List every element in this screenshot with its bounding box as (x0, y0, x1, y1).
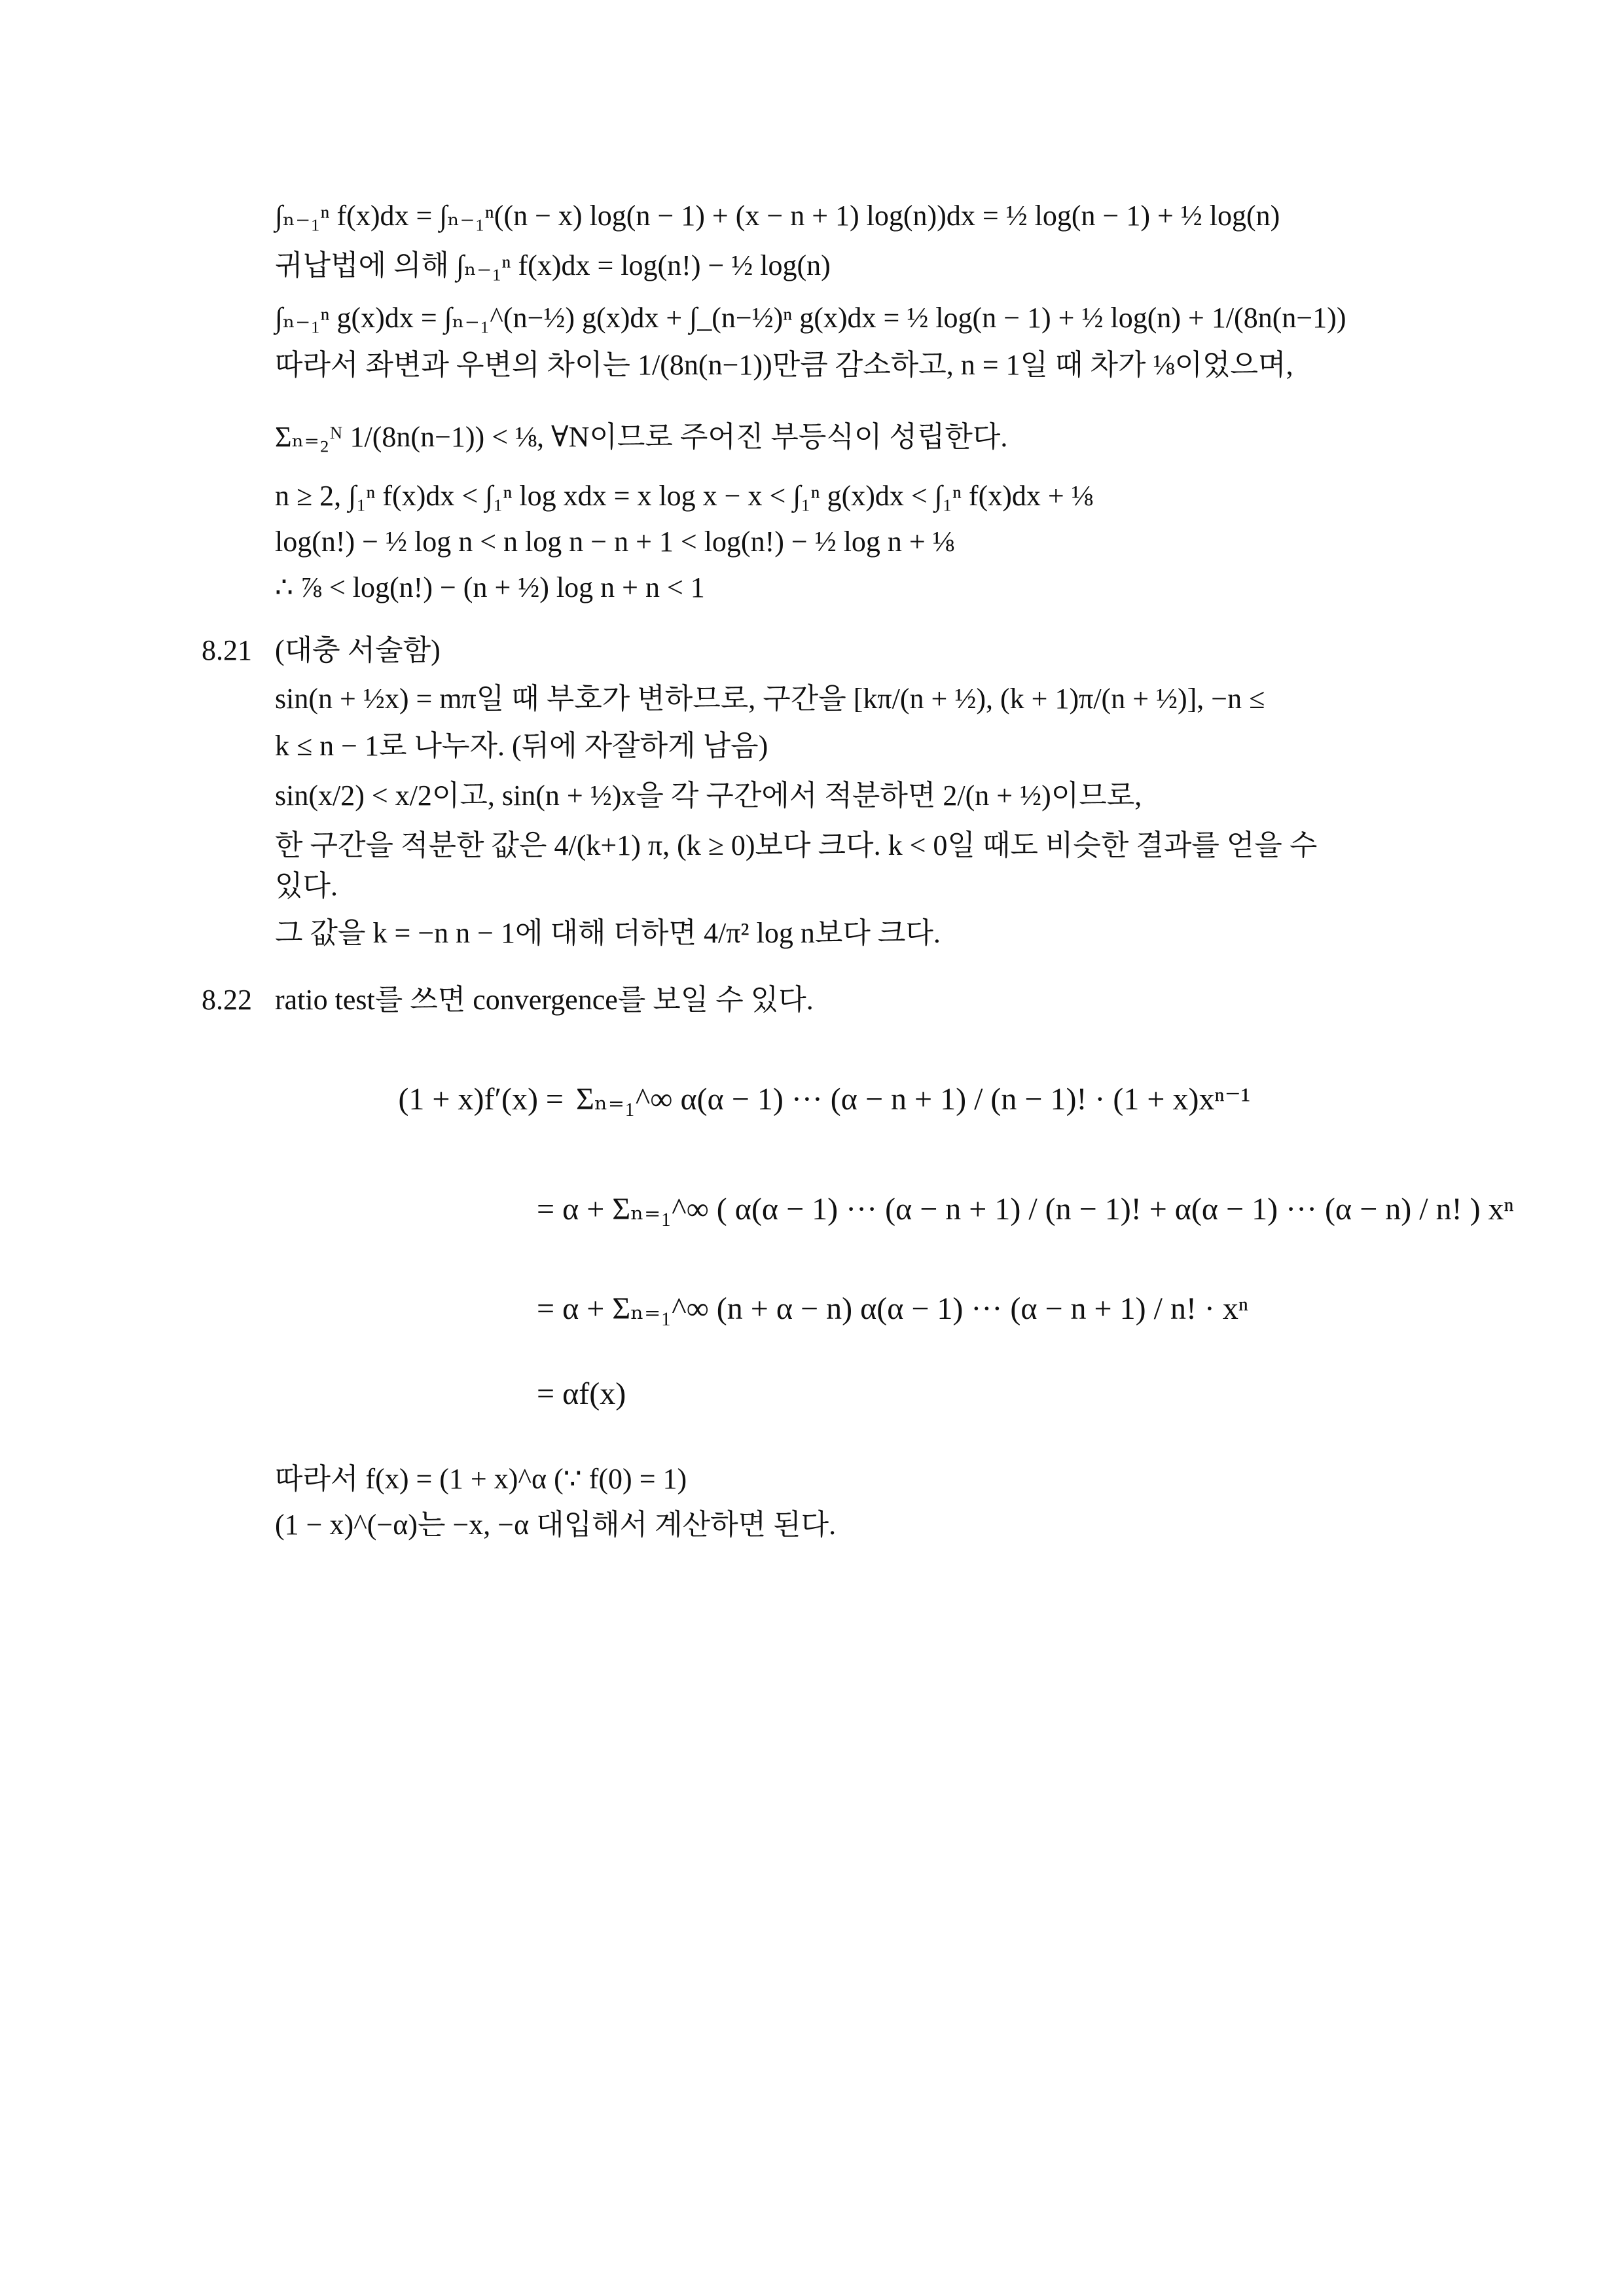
text-line: (1 − x)^(−α)는 −x, −α 대입해서 계산하면 된다. (275, 1509, 837, 1541)
text-line: (대충 서술함) (275, 634, 441, 666)
text-line: sin(n + ½x) = mπ일 때 부호가 변하므로, 구간을 [kπ/(n + ½), (k + 1)π/(n + ½)], −n ≤ (275, 683, 1265, 715)
text-line: Σₙ₌₂ᴺ 1/(8n(n−1)) < ⅛, ∀N이므로 주어진 부등식이 성립한다. (275, 421, 1008, 453)
section-number: 8.21 (202, 634, 252, 666)
equation-line: = α + Σₙ₌₁^∞ ( α(α − 1) ··· (α − n + 1) / (n − 1)! + α(α − 1) ··· (α − n) / n! ) xⁿ (537, 1192, 1514, 1227)
text-line: 있다. (275, 870, 338, 902)
text-line: sin(x/2) < x/2이고, sin(n + ½)x을 각 구간에서 적분하면 2/(n + ½)이므로, (275, 780, 1142, 812)
equation-line: Σₙ₌₁^∞ α(α − 1) ··· (α − n + 1) / (n − 1)! · (1 + x)xⁿ⁻¹ (576, 1082, 1251, 1117)
text-line: 귀납법에 의해 ∫ₙ₋₁ⁿ f(x)dx = log(n!) − ½ log(n) (275, 249, 831, 281)
text-line: k ≤ n − 1로 나누자. (뒤에 자잘하게 남음) (275, 730, 768, 762)
text-line: 한 구간을 적분한 값은 4/(k+1) π, (k ≥ 0)보다 크다. k < 0일 때도 비슷한 결과를 얻을 수 (275, 829, 1318, 861)
text-line: ratio test를 쓰면 convergence를 보일 수 있다. (275, 984, 814, 1016)
equation-line: = αf(x) (537, 1376, 626, 1411)
text-line: ∫ₙ₋₁ⁿ g(x)dx = ∫ₙ₋₁^(n−½) g(x)dx + ∫_(n−½)ⁿ g(x)dx = ½ log(n − 1) + ½ log(n) + 1/(8n(n−1)) (275, 302, 1346, 334)
text-line: 그 값을 k = −n n − 1에 대해 더하면 4/π² log n보다 크다. (275, 917, 941, 949)
text-line: 따라서 f(x) = (1 + x)^α (∵ f(0) = 1) (275, 1463, 687, 1495)
equation-lhs: (1 + x)f′(x) = (398, 1082, 564, 1117)
text-line: ∴ ⅞ < log(n!) − (n + ½) log n + n < 1 (275, 571, 705, 603)
text-line: n ≥ 2, ∫₁ⁿ f(x)dx < ∫₁ⁿ log xdx = x log x − x < ∫₁ⁿ g(x)dx < ∫₁ⁿ f(x)dx + ⅛ (275, 480, 1093, 512)
text-line: log(n!) − ½ log n < n log n − n + 1 < log(n!) − ½ log n + ⅛ (275, 526, 954, 558)
text-line: ∫ₙ₋₁ⁿ f(x)dx = ∫ₙ₋₁ⁿ((n − x) log(n − 1) + (x − n + 1) log(n))dx = ½ log(n − 1) + ½ log(n) (275, 200, 1280, 232)
section-number: 8.22 (202, 984, 252, 1016)
text-line: 따라서 좌변과 우변의 차이는 1/(8n(n−1))만큼 감소하고, n = 1일 때 차가 ⅛이었으며, (275, 349, 1293, 381)
equation-line: = α + Σₙ₌₁^∞ (n + α − n) α(α − 1) ··· (α − n + 1) / n! · xⁿ (537, 1291, 1249, 1326)
